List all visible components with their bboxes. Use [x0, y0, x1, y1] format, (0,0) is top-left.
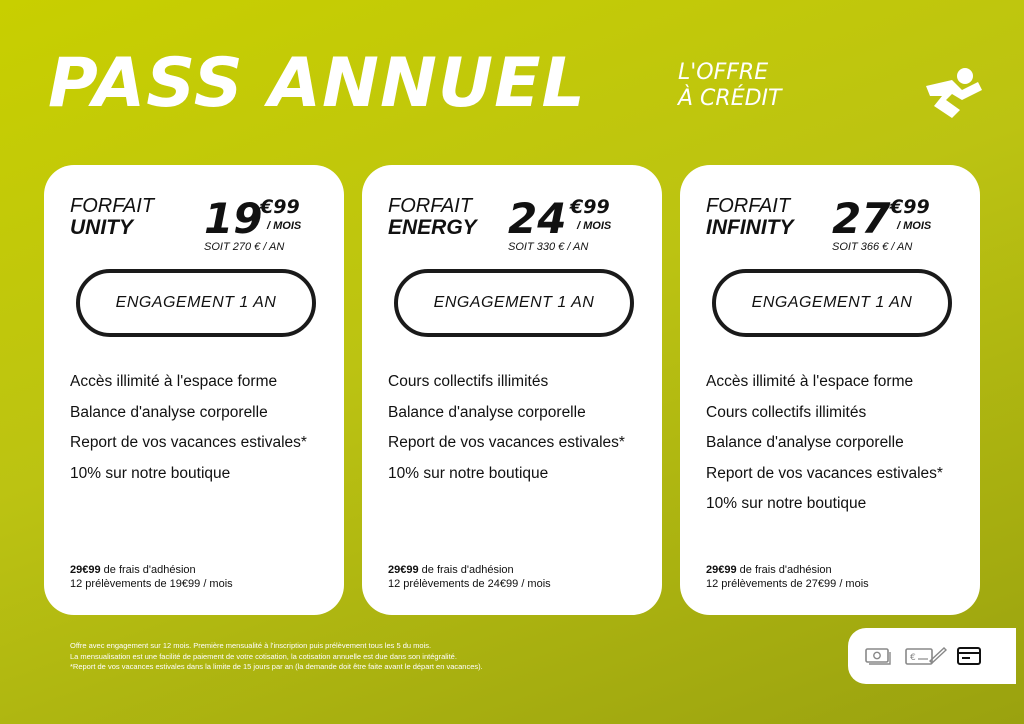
price-cents: €99	[570, 196, 610, 218]
installments: 12 prélèvements de 24€99 / mois	[388, 578, 551, 590]
engagement-badge: ENGAGEMENT 1 AN	[76, 269, 316, 337]
payment-methods	[848, 628, 1016, 684]
feature-item: Balance d'analyse corporelle	[388, 403, 586, 421]
price-cents: €99	[260, 196, 300, 218]
price-cents: €99	[890, 196, 930, 218]
installments: 12 prélèvements de 19€99 / mois	[70, 578, 233, 590]
fee-amount: 29€99	[388, 564, 419, 576]
installments: 12 prélèvements de 27€99 / mois	[706, 578, 869, 590]
per-month: / MOIS	[897, 220, 932, 232]
fee-text: de frais d'adhésion	[100, 564, 196, 576]
feature-item: Balance d'analyse corporelle	[706, 434, 904, 451]
fee-text: de frais d'adhésion	[418, 564, 514, 576]
fees	[388, 563, 551, 591]
feature-item: 10% sur notre boutique	[706, 495, 867, 512]
card-icon	[956, 645, 984, 667]
per-month: / MOIS	[267, 220, 302, 232]
page-title: PASS ANNUEL	[48, 44, 586, 123]
plan-title	[706, 195, 794, 239]
runner-icon	[922, 66, 984, 120]
feature-item: Accès illimité à l'espace forme	[70, 373, 278, 390]
price-integer: 27	[832, 194, 891, 243]
feature-list	[388, 367, 625, 489]
feature-item: Cours collectifs illimités	[388, 373, 549, 390]
svg-text:€: €	[910, 653, 916, 663]
per-month: / MOIS	[577, 220, 612, 232]
fees	[706, 563, 869, 591]
feature-item: Cours collectifs illimités	[706, 403, 867, 421]
plan-name: ENERGY	[388, 216, 477, 239]
feature-item: Accès illimité à l'espace forme	[706, 373, 914, 390]
legal-notice	[70, 641, 483, 673]
plan-title	[388, 195, 477, 239]
fee-amount: 29€99	[706, 564, 737, 576]
per-year: SOIT 270 € / AN	[204, 241, 285, 253]
feature-item: 10% sur notre boutique	[388, 464, 549, 482]
cheque-icon	[904, 645, 948, 667]
feature-list	[70, 367, 307, 489]
per-year: SOIT 330 € / AN	[508, 241, 589, 253]
per-year: SOIT 366 € / AN	[832, 241, 913, 253]
feature-item: 10% sur notre boutique	[70, 464, 231, 482]
plan-title	[70, 195, 154, 239]
feature-list	[706, 367, 943, 520]
legal-line: Offre avec engagement sur 12 mois. Première mensualité à l'inscription puis prélèvement tous les 5 du mois.	[70, 641, 432, 650]
price-integer: 19	[204, 194, 263, 243]
feature-item: Report de vos vacances estivales*	[388, 434, 625, 451]
subtitle	[678, 60, 781, 112]
fee-text: de frais d'adhésion	[736, 564, 832, 576]
fee-amount: 29€99	[70, 564, 101, 576]
cash-icon	[864, 645, 892, 667]
legal-line: *Report de vos vacances estivales dans la limite de 15 jours par an (la demande doit être faite avant le départ en vacances).	[70, 662, 483, 671]
forfait-label: FORFAIT	[706, 195, 791, 217]
feature-item: Report de vos vacances estivales*	[70, 434, 307, 451]
plan-name: UNITY	[70, 216, 133, 239]
feature-item: Report de vos vacances estivales*	[706, 464, 943, 482]
price-integer: 24	[508, 194, 567, 243]
legal-line: La mensualisation est une facilité de paiement de votre cotisation, la cotisation annuelle est due dans son intégralité.	[70, 651, 457, 661]
feature-item: Balance d'analyse corporelle	[70, 403, 268, 421]
engagement-badge: ENGAGEMENT 1 AN	[394, 269, 634, 337]
subtitle-line-2: À CRÉDIT	[678, 86, 782, 111]
plan-card-unity	[44, 165, 344, 615]
plan-name: INFINITY	[706, 216, 794, 239]
fees	[70, 563, 233, 591]
forfait-label: FORFAIT	[388, 195, 473, 217]
plan-card-infinity	[680, 165, 980, 615]
forfait-label: FORFAIT	[70, 195, 155, 217]
plan-card-energy	[362, 165, 662, 615]
engagement-badge: ENGAGEMENT 1 AN	[712, 269, 952, 337]
subtitle-line-1: L'OFFRE	[678, 60, 769, 85]
